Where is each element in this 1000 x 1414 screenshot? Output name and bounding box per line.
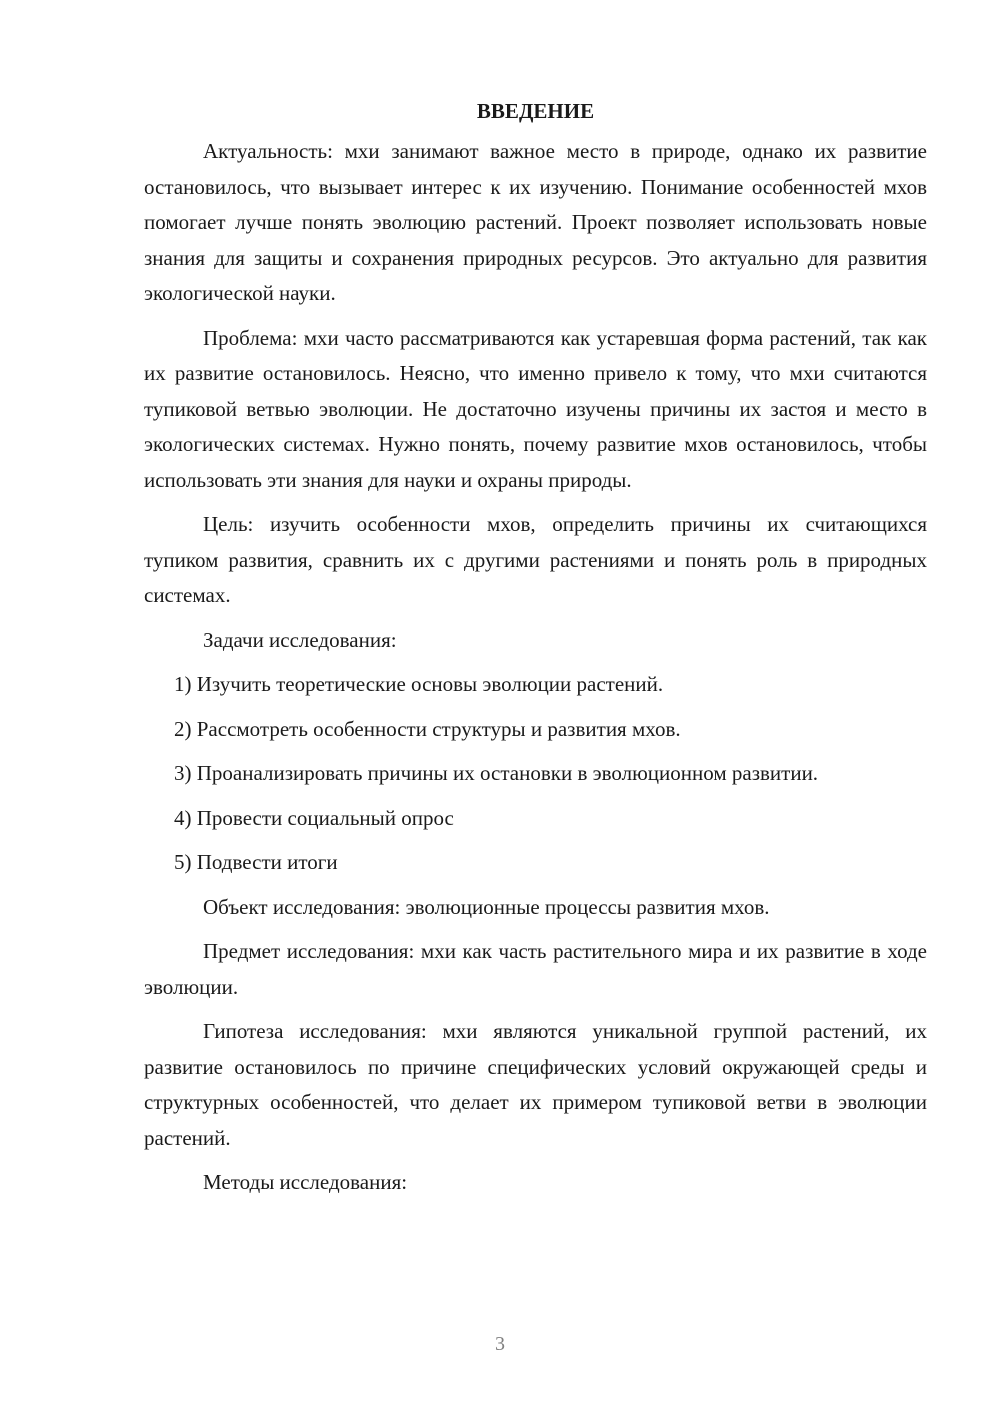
object-paragraph: Объект исследования: эволюционные процессы развития мхов.: [203, 894, 770, 919]
task-item: 5) Подвести итоги: [174, 850, 338, 874]
document-page: [144, 96, 927, 1210]
task-item: 3) Проанализировать причины их остановки в эволюционном развитии.: [174, 761, 819, 785]
page-number: 3: [495, 1333, 505, 1355]
methods-heading: Методы исследования:: [203, 1170, 408, 1194]
subject-paragraph: Предмет исследования: мхи как часть растительного мира и их развитие в ходе эволюции.: [144, 939, 927, 999]
relevance-paragraph: Актуальность: мхи занимают важное место в природе, однако их развитие остановилось, что вызывает интерес к их изучению. Понимание особенностей мхов помогает лучше понять эволюцию растений. Проект позволяет использовать новые знания для защиты и сохранения природных ресурсов. Это актуально для развития экологической науки.: [144, 139, 927, 305]
task-item: 2) Рассмотреть особенности структуры и развития мхов.: [174, 716, 681, 741]
goal-paragraph: Цель: изучить особенности мхов, определить причины их считающихся тупиком развития, сравнить их с другими растениями и понять роль в природных системах.: [144, 512, 927, 607]
task-item: 4) Провести социальный опрос: [174, 805, 454, 830]
hypothesis-paragraph: Гипотеза исследования: мхи являются уникальной группой растений, их развитие остановилось по причине специфических условий окружающей среды и структурных особенностей, что делает их примером тупиковой ветви в эволюции растений.: [144, 1019, 927, 1150]
task-item: 1) Изучить теоретические основы эволюции растений.: [174, 672, 664, 696]
section-title: ВВЕДЕНИЕ: [476, 99, 595, 123]
tasks-heading: Задачи исследования:: [203, 627, 397, 652]
problem-paragraph: Проблема: мхи часто рассматриваются как устаревшая форма растений, так как их развитие остановилось. Неясно, что именно привело к тому, что мхи считаются тупиковой ветвью эволюции. Не достаточно изучены причины их застоя и место в экологических системах. Нужно понять, почему развитие мхов остановилось, чтобы использовать эти знания для науки и охраны природы.: [144, 325, 927, 492]
